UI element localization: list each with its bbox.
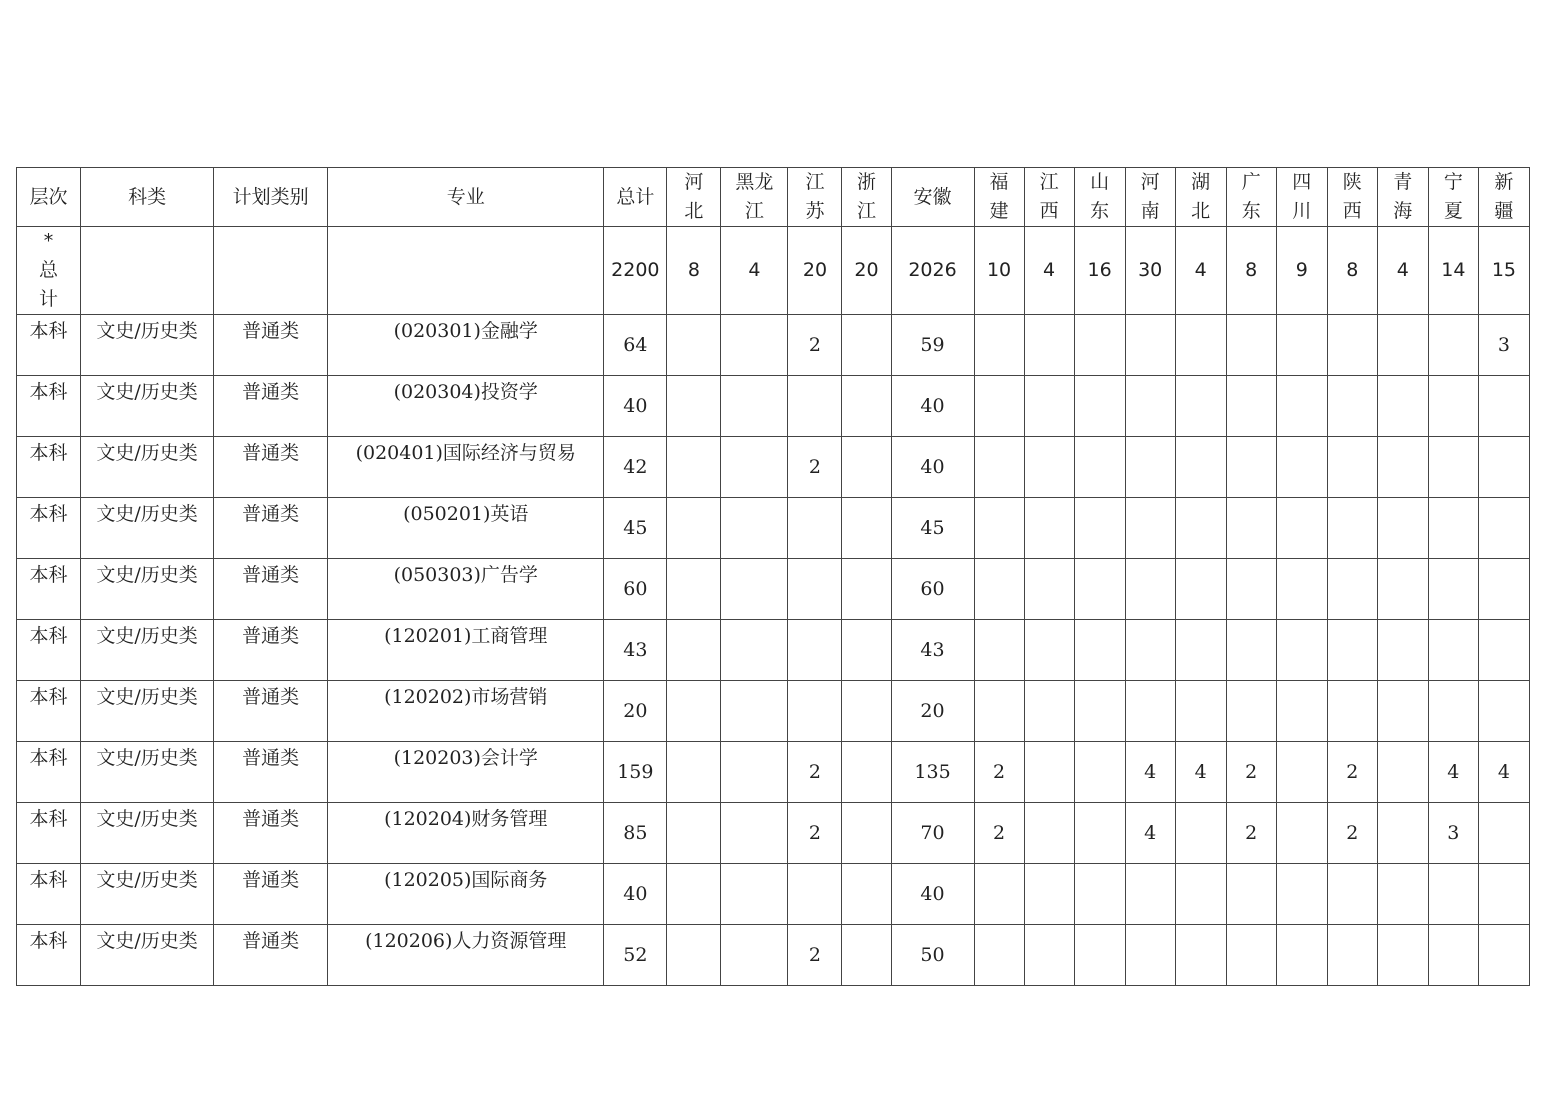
total-province-value: 8 xyxy=(667,227,721,315)
cell-province-value xyxy=(1226,864,1276,925)
total-province-value: 20 xyxy=(788,227,842,315)
cell-total: 64 xyxy=(604,315,667,376)
cell-province-value xyxy=(1377,559,1428,620)
cell-province-value xyxy=(1125,681,1175,742)
cell-province-value xyxy=(721,681,788,742)
cell-category: 文史/历史类 xyxy=(81,559,214,620)
cell-major: (050201)英语 xyxy=(328,498,604,559)
cell-province-value xyxy=(1175,376,1226,437)
cell-province-value xyxy=(974,864,1024,925)
cell-province-value: 2 xyxy=(974,803,1024,864)
header-category: 科类 xyxy=(81,168,214,227)
cell-province-value xyxy=(1074,681,1125,742)
cell-province-value xyxy=(842,376,891,437)
cell-province-value xyxy=(1226,620,1276,681)
cell-major: (120202)市场营销 xyxy=(328,681,604,742)
table-row xyxy=(17,437,1530,498)
cell-province-value xyxy=(1074,925,1125,986)
cell-province-value xyxy=(667,559,721,620)
cell-province-value xyxy=(1175,437,1226,498)
cell-province-value xyxy=(721,803,788,864)
cell-province-value xyxy=(1428,376,1478,437)
cell-province-value xyxy=(667,437,721,498)
cell-major: (020304)投资学 xyxy=(328,376,604,437)
cell-major: (020401)国际经济与贸易 xyxy=(328,437,604,498)
total-province-value: 4 xyxy=(1377,227,1428,315)
cell-province-value xyxy=(1428,559,1478,620)
cell-province-value: 2 xyxy=(1226,742,1276,803)
cell-province-value: 45 xyxy=(891,498,974,559)
cell-province-value xyxy=(842,864,891,925)
table-row xyxy=(17,315,1530,376)
header-province: 浙江 xyxy=(842,168,891,227)
cell-province-value xyxy=(842,315,891,376)
cell-province-value: 50 xyxy=(891,925,974,986)
table-row xyxy=(17,681,1530,742)
cell-province-value xyxy=(1276,620,1327,681)
cell-province-value: 43 xyxy=(891,620,974,681)
cell-province-value xyxy=(1377,681,1428,742)
cell-level: 本科 xyxy=(17,559,81,620)
cell-province-value: 4 xyxy=(1428,742,1478,803)
cell-province-value xyxy=(1428,498,1478,559)
header-total: 总计 xyxy=(604,168,667,227)
cell-level: 本科 xyxy=(17,376,81,437)
cell-province-value xyxy=(1074,864,1125,925)
cell-province-value: 4 xyxy=(1175,742,1226,803)
cell-province-value: 2 xyxy=(1327,742,1377,803)
cell-province-value xyxy=(1377,620,1428,681)
cell-province-value xyxy=(1226,925,1276,986)
cell-province-value xyxy=(1175,498,1226,559)
total-province-value: 30 xyxy=(1125,227,1175,315)
cell-province-value xyxy=(721,925,788,986)
header-province: 福建 xyxy=(974,168,1024,227)
cell-province-value xyxy=(1125,498,1175,559)
cell-category: 文史/历史类 xyxy=(81,925,214,986)
cell-province-value xyxy=(721,376,788,437)
cell-province-value xyxy=(721,559,788,620)
cell-province-value: 3 xyxy=(1428,803,1478,864)
cell-total: 43 xyxy=(604,620,667,681)
cell-province-value xyxy=(1074,620,1125,681)
cell-province-value xyxy=(667,925,721,986)
cell-major: (120204)财务管理 xyxy=(328,803,604,864)
header-province: 湖北 xyxy=(1175,168,1226,227)
cell-category: 文史/历史类 xyxy=(81,376,214,437)
total-province-value: 20 xyxy=(842,227,891,315)
cell-category: 文史/历史类 xyxy=(81,315,214,376)
cell-province-value xyxy=(1327,559,1377,620)
cell-province-value xyxy=(1226,498,1276,559)
total-province-value: 4 xyxy=(1175,227,1226,315)
cell-province-value: 2 xyxy=(788,437,842,498)
cell-province-value: 60 xyxy=(891,559,974,620)
cell-province-value xyxy=(1478,498,1529,559)
cell-province-value xyxy=(1276,315,1327,376)
cell-province-value xyxy=(1024,498,1074,559)
header-province: 江西 xyxy=(1024,168,1074,227)
cell-province-value xyxy=(842,803,891,864)
cell-province-value xyxy=(1175,864,1226,925)
cell-plan-type: 普通类 xyxy=(214,803,328,864)
cell-total: 40 xyxy=(604,376,667,437)
cell-category: 文史/历史类 xyxy=(81,498,214,559)
cell-province-value xyxy=(1226,315,1276,376)
cell-total: 52 xyxy=(604,925,667,986)
cell-province-value xyxy=(974,559,1024,620)
cell-major: (120203)会计学 xyxy=(328,742,604,803)
cell-province-value xyxy=(788,376,842,437)
cell-province-value xyxy=(1478,559,1529,620)
cell-province-value xyxy=(1428,925,1478,986)
table-row xyxy=(17,498,1530,559)
total-province-value: 10 xyxy=(974,227,1024,315)
cell-province-value xyxy=(1377,376,1428,437)
cell-province-value xyxy=(1024,742,1074,803)
cell-total: 40 xyxy=(604,864,667,925)
cell-province-value xyxy=(667,315,721,376)
cell-province-value xyxy=(721,864,788,925)
table-row xyxy=(17,925,1530,986)
cell-province-value xyxy=(974,681,1024,742)
cell-level: 本科 xyxy=(17,437,81,498)
cell-level: 本科 xyxy=(17,925,81,986)
cell-province-value xyxy=(974,925,1024,986)
cell-total: 20 xyxy=(604,681,667,742)
header-province: 江苏 xyxy=(788,168,842,227)
cell-total: 45 xyxy=(604,498,667,559)
cell-category: 文史/历史类 xyxy=(81,681,214,742)
cell-major: (020301)金融学 xyxy=(328,315,604,376)
cell-province-value xyxy=(1175,559,1226,620)
cell-province-value xyxy=(1428,437,1478,498)
cell-province-value xyxy=(1125,559,1175,620)
header-province: 新疆 xyxy=(1478,168,1529,227)
cell-province-value xyxy=(1428,864,1478,925)
cell-province-value xyxy=(1024,925,1074,986)
total-province-value: 4 xyxy=(1024,227,1074,315)
table-row xyxy=(17,864,1530,925)
cell-province-value xyxy=(1327,376,1377,437)
cell-province-value xyxy=(1276,498,1327,559)
cell-province-value xyxy=(721,498,788,559)
total-row xyxy=(17,227,1530,315)
cell-province-value xyxy=(788,864,842,925)
cell-plan-type: 普通类 xyxy=(214,925,328,986)
cell-province-value: 70 xyxy=(891,803,974,864)
cell-major: (120201)工商管理 xyxy=(328,620,604,681)
cell-province-value xyxy=(1175,681,1226,742)
cell-province-value xyxy=(1276,681,1327,742)
cell-province-value: 40 xyxy=(891,864,974,925)
cell-plan-type: 普通类 xyxy=(214,437,328,498)
cell-plan-type: 普通类 xyxy=(214,559,328,620)
cell-province-value: 135 xyxy=(891,742,974,803)
cell-province-value xyxy=(1125,315,1175,376)
cell-plan-type: 普通类 xyxy=(214,376,328,437)
cell-level: 本科 xyxy=(17,620,81,681)
cell-province-value xyxy=(1125,864,1175,925)
cell-province-value: 2 xyxy=(788,742,842,803)
header-province: 黑龙江 xyxy=(721,168,788,227)
cell-province-value xyxy=(1074,559,1125,620)
total-province-value: 16 xyxy=(1074,227,1125,315)
cell-province-value xyxy=(1125,376,1175,437)
cell-category: 文史/历史类 xyxy=(81,803,214,864)
cell-province-value xyxy=(788,620,842,681)
cell-plan-type: 普通类 xyxy=(214,498,328,559)
cell-province-value xyxy=(1327,315,1377,376)
cell-province-value xyxy=(1276,559,1327,620)
cell-province-value xyxy=(1074,376,1125,437)
cell-province-value xyxy=(1074,498,1125,559)
cell-province-value xyxy=(1024,559,1074,620)
cell-province-value xyxy=(788,559,842,620)
total-plan-type xyxy=(214,227,328,315)
cell-province-value xyxy=(1226,376,1276,437)
cell-province-value xyxy=(842,559,891,620)
cell-province-value xyxy=(1478,864,1529,925)
header-province: 山东 xyxy=(1074,168,1125,227)
cell-province-value xyxy=(1074,742,1125,803)
header-province: 青海 xyxy=(1377,168,1428,227)
cell-province-value xyxy=(1024,437,1074,498)
cell-category: 文史/历史类 xyxy=(81,437,214,498)
cell-major: (120206)人力资源管理 xyxy=(328,925,604,986)
cell-province-value xyxy=(842,742,891,803)
header-major: 专业 xyxy=(328,168,604,227)
cell-province-value xyxy=(1327,437,1377,498)
cell-province-value xyxy=(842,681,891,742)
cell-province-value xyxy=(1327,498,1377,559)
cell-province-value xyxy=(1428,620,1478,681)
table-row xyxy=(17,376,1530,437)
cell-province-value xyxy=(1125,620,1175,681)
total-province-value: 2026 xyxy=(891,227,974,315)
cell-province-value xyxy=(1478,437,1529,498)
table-row xyxy=(17,620,1530,681)
cell-province-value xyxy=(1377,864,1428,925)
cell-province-value xyxy=(1478,681,1529,742)
cell-province-value xyxy=(1377,925,1428,986)
cell-province-value xyxy=(1226,559,1276,620)
header-province: 河北 xyxy=(667,168,721,227)
cell-province-value xyxy=(721,620,788,681)
cell-province-value xyxy=(667,681,721,742)
cell-province-value xyxy=(1276,925,1327,986)
cell-major: (050303)广告学 xyxy=(328,559,604,620)
cell-province-value xyxy=(974,315,1024,376)
total-major xyxy=(328,227,604,315)
cell-province-value xyxy=(1327,925,1377,986)
cell-total: 42 xyxy=(604,437,667,498)
header-province: 河南 xyxy=(1125,168,1175,227)
cell-category: 文史/历史类 xyxy=(81,864,214,925)
cell-province-value xyxy=(842,498,891,559)
cell-total: 85 xyxy=(604,803,667,864)
cell-level: 本科 xyxy=(17,864,81,925)
cell-province-value xyxy=(1478,803,1529,864)
cell-province-value xyxy=(842,620,891,681)
cell-province-value xyxy=(974,620,1024,681)
cell-province-value xyxy=(1175,315,1226,376)
cell-plan-type: 普通类 xyxy=(214,681,328,742)
cell-province-value xyxy=(1478,376,1529,437)
total-label: *总计 xyxy=(17,227,81,315)
cell-category: 文史/历史类 xyxy=(81,620,214,681)
cell-province-value: 4 xyxy=(1125,803,1175,864)
header-province: 陕西 xyxy=(1327,168,1377,227)
cell-province-value: 20 xyxy=(891,681,974,742)
cell-level: 本科 xyxy=(17,803,81,864)
cell-plan-type: 普通类 xyxy=(214,620,328,681)
cell-level: 本科 xyxy=(17,742,81,803)
cell-province-value xyxy=(1276,864,1327,925)
cell-province-value xyxy=(667,803,721,864)
cell-province-value xyxy=(1377,498,1428,559)
cell-province-value xyxy=(1024,620,1074,681)
header-level: 层次 xyxy=(17,168,81,227)
cell-province-value xyxy=(667,498,721,559)
cell-province-value: 3 xyxy=(1478,315,1529,376)
cell-province-value xyxy=(721,437,788,498)
cell-province-value: 4 xyxy=(1478,742,1529,803)
cell-level: 本科 xyxy=(17,498,81,559)
cell-province-value xyxy=(1024,315,1074,376)
total-province-value: 4 xyxy=(721,227,788,315)
cell-province-value xyxy=(1428,315,1478,376)
cell-province-value xyxy=(1327,681,1377,742)
cell-province-value xyxy=(1175,925,1226,986)
cell-province-value: 40 xyxy=(891,376,974,437)
total-province-value: 8 xyxy=(1327,227,1377,315)
cell-plan-type: 普通类 xyxy=(214,742,328,803)
cell-province-value xyxy=(1327,864,1377,925)
cell-province-value xyxy=(1175,620,1226,681)
cell-province-value: 59 xyxy=(891,315,974,376)
total-province-value: 8 xyxy=(1226,227,1276,315)
total-value: 2200 xyxy=(604,227,667,315)
total-province-value: 14 xyxy=(1428,227,1478,315)
cell-province-value xyxy=(1276,803,1327,864)
cell-province-value xyxy=(788,681,842,742)
cell-province-value xyxy=(1377,315,1428,376)
cell-province-value xyxy=(1428,681,1478,742)
cell-province-value xyxy=(721,315,788,376)
cell-province-value xyxy=(1327,620,1377,681)
cell-province-value xyxy=(1024,681,1074,742)
cell-province-value xyxy=(1377,803,1428,864)
total-province-value: 15 xyxy=(1478,227,1529,315)
cell-province-value xyxy=(1377,742,1428,803)
cell-category: 文史/历史类 xyxy=(81,742,214,803)
cell-province-value xyxy=(1276,376,1327,437)
header-province: 安徽 xyxy=(891,168,974,227)
cell-province-value xyxy=(1074,437,1125,498)
cell-major: (120205)国际商务 xyxy=(328,864,604,925)
cell-province-value xyxy=(1024,864,1074,925)
enrollment-plan-table xyxy=(16,167,1530,986)
table-row xyxy=(17,803,1530,864)
cell-province-value xyxy=(974,376,1024,437)
cell-province-value: 2 xyxy=(788,803,842,864)
cell-province-value: 40 xyxy=(891,437,974,498)
header-plan-type: 计划类别 xyxy=(214,168,328,227)
cell-province-value xyxy=(842,925,891,986)
cell-plan-type: 普通类 xyxy=(214,315,328,376)
cell-province-value: 2 xyxy=(1327,803,1377,864)
cell-province-value xyxy=(1276,437,1327,498)
table-row xyxy=(17,559,1530,620)
cell-province-value xyxy=(1377,437,1428,498)
cell-province-value: 2 xyxy=(1226,803,1276,864)
cell-province-value xyxy=(974,437,1024,498)
cell-province-value xyxy=(1074,803,1125,864)
cell-province-value xyxy=(1125,925,1175,986)
cell-province-value xyxy=(667,864,721,925)
cell-province-value xyxy=(1024,803,1074,864)
cell-province-value xyxy=(974,498,1024,559)
cell-total: 159 xyxy=(604,742,667,803)
cell-level: 本科 xyxy=(17,315,81,376)
cell-plan-type: 普通类 xyxy=(214,864,328,925)
cell-province-value: 4 xyxy=(1125,742,1175,803)
cell-province-value xyxy=(1074,315,1125,376)
cell-total: 60 xyxy=(604,559,667,620)
header-province: 宁夏 xyxy=(1428,168,1478,227)
cell-province-value xyxy=(1276,742,1327,803)
cell-province-value xyxy=(1478,620,1529,681)
total-category xyxy=(81,227,214,315)
cell-province-value xyxy=(721,742,788,803)
cell-province-value xyxy=(667,620,721,681)
table-row xyxy=(17,742,1530,803)
cell-province-value xyxy=(1125,437,1175,498)
cell-province-value xyxy=(1175,803,1226,864)
cell-level: 本科 xyxy=(17,681,81,742)
header-province: 四川 xyxy=(1276,168,1327,227)
cell-province-value xyxy=(1024,376,1074,437)
cell-province-value xyxy=(1226,681,1276,742)
cell-province-value xyxy=(1478,925,1529,986)
cell-province-value xyxy=(788,498,842,559)
header-row xyxy=(17,168,1530,227)
cell-province-value: 2 xyxy=(788,315,842,376)
total-province-value: 9 xyxy=(1276,227,1327,315)
cell-province-value xyxy=(667,742,721,803)
cell-province-value xyxy=(667,376,721,437)
cell-province-value: 2 xyxy=(974,742,1024,803)
cell-province-value xyxy=(1226,437,1276,498)
cell-province-value xyxy=(842,437,891,498)
header-province: 广东 xyxy=(1226,168,1276,227)
cell-province-value: 2 xyxy=(788,925,842,986)
